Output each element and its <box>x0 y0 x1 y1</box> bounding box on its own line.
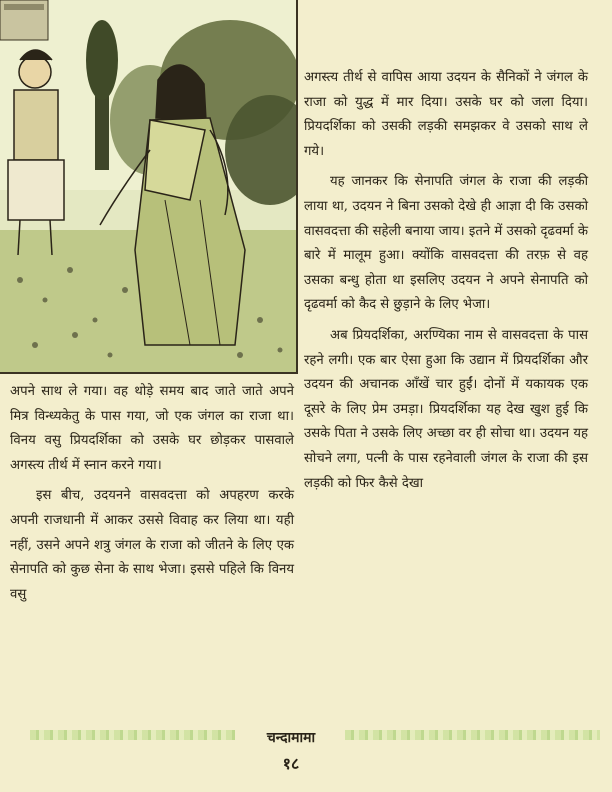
story-illustration <box>0 0 298 374</box>
illustration-drawing <box>0 0 296 372</box>
right-text-column <box>304 66 588 496</box>
left-text-column <box>10 380 294 607</box>
footer-decoration-left <box>30 730 235 740</box>
paragraph: अब प्रियदर्शिका, अरण्यिका नाम से वासवदत्ता के पास रहने लगी। एक बार ऐसा हुआ कि उद्यान में प्रियदर्शिका और उदयन की अचानक आँखें चार हुईं। दोनों में यकायक एक दूसरे के लिए प्रेम उमड़ा। प्रियदर्शिका यह देख खुश हुई कि उसके पिता ने उसके लिए अच्छा वर ही सोचा था। उदयन यह सोचने लगा, पत्नी के पास रहनेवाली जंगल के राजा की इस लड़की को फिर कैसे देखा <box>304 327 588 491</box>
footer-decoration-right <box>345 730 600 740</box>
paragraph: अपने साथ ले गया। वह थोड़े समय बाद जाते जाते अपने मित्र विन्ध्यकेतु के पास गया, जो एक जंगल का राजा था। विनय वसु प्रियदर्शिका को उसके घर छोड़कर पासवाले अगस्त्य तीर्थ में स्नान करने गया। <box>10 384 294 473</box>
paragraph: इस बीच, उदयनने वासवदत्ता को अपहरण करके अपनी राजधानी में आकर उससे विवाह कर लिया था। यही नहीं, उसने अपने शत्रु जंगल के राजा को जीतने के लिए एक सेनापति को कुछ सेना के साथ भेजा। इससे पहिले कि विनय वसु <box>10 488 294 602</box>
paragraph: अगस्त्य तीर्थ से वापिस आया उदयन के सैनिकों ने जंगल के राजा को युद्ध में मार दिया। उसके घर को जला दिया। प्रियदर्शिका को उसकी लड़की समझकर वे उसको साथ ले गये। <box>304 70 588 159</box>
page-number: १८ <box>282 754 300 773</box>
paragraph: यह जानकर कि सेनापति जंगल के राजा की लड़की लाया था, उदयन ने बिना उसको देखे ही आज्ञा दी कि उसको वासवदत्ता की सहेली बनाया जाय। इतने में उसको दृढवर्मा के बारे में मालूम हुआ। क्योंकि वासवदत्ता की तरफ़ से वह उसका बन्धु होता था इसलिए उदयन ने अपने सेनापति को दृढवर्मा को कैद से छुड़ाने के लिए भेजा। <box>304 174 588 313</box>
magazine-title: चन्दामामा <box>266 730 316 746</box>
